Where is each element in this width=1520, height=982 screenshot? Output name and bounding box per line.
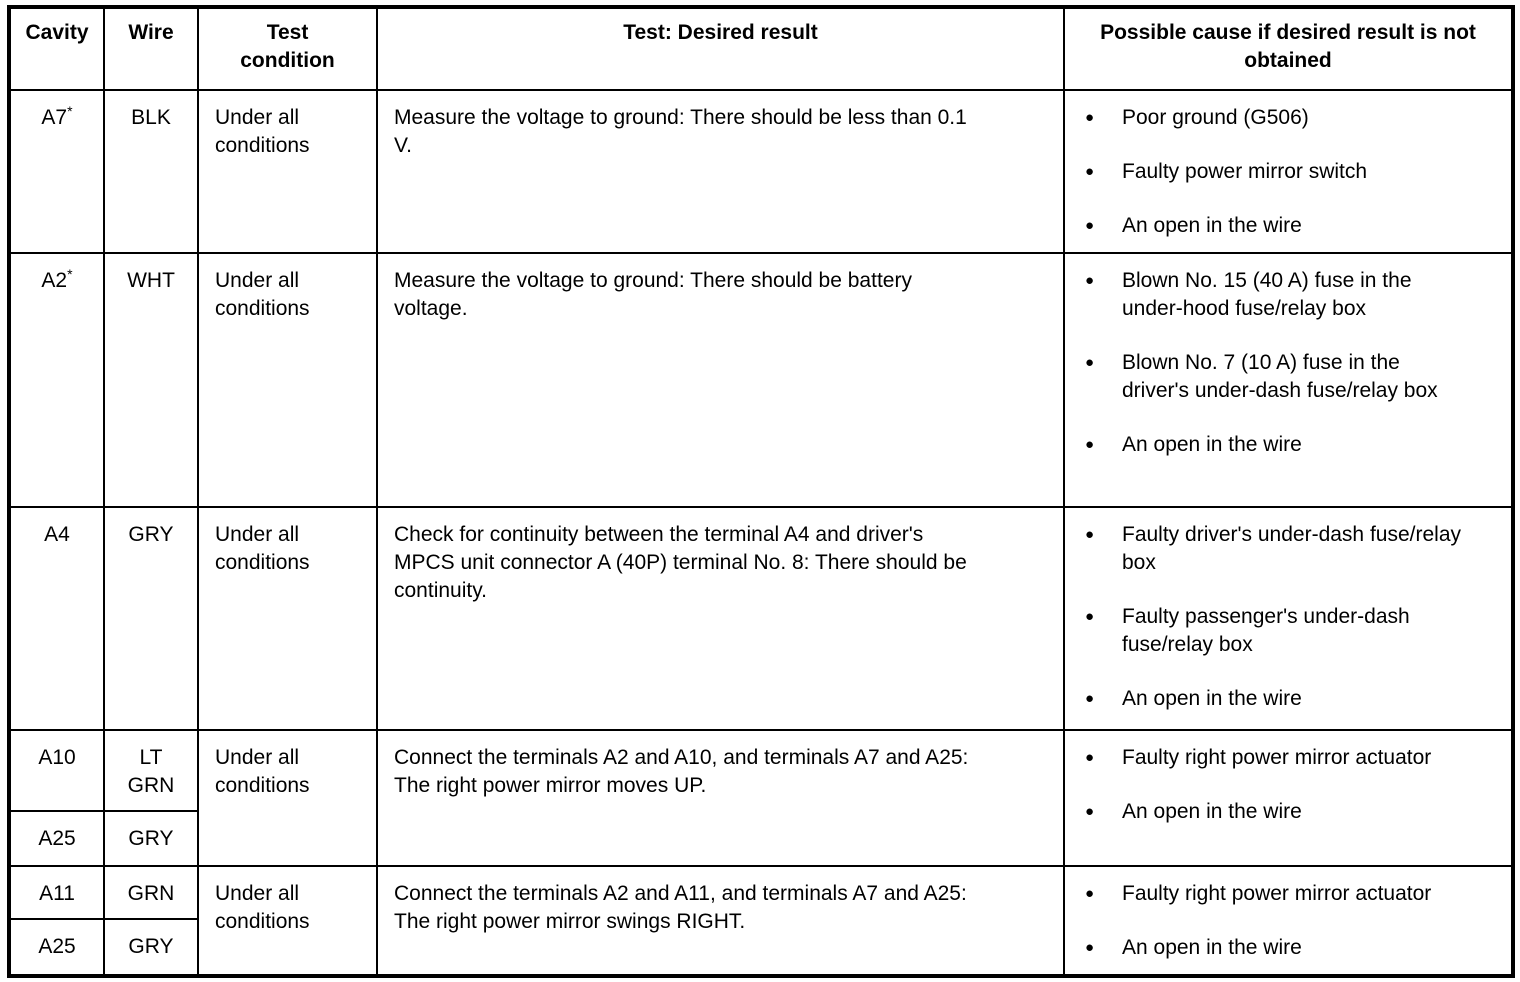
- cause-item: [1085, 212, 1501, 240]
- desired-result-cell: [377, 730, 1064, 866]
- cavity-value: A2: [41, 269, 68, 292]
- cavity-cell-a2: [9, 253, 104, 507]
- bullet-icon: ●: [1085, 436, 1095, 453]
- cause-item: [1085, 744, 1501, 772]
- wire-cell: [104, 866, 198, 919]
- cavity-value: A11: [39, 882, 75, 905]
- header-possible-cause: [1064, 7, 1513, 90]
- cavity-cell-a7: [9, 90, 104, 253]
- header-test-condition: [198, 7, 377, 90]
- bullet-icon: ●: [1085, 272, 1095, 289]
- wire-cell: [104, 811, 198, 866]
- wire-value: BLK: [131, 106, 171, 129]
- wire-value: GRY: [128, 523, 174, 546]
- possible-cause-cell: [1064, 730, 1513, 866]
- desired-result-value: Measure the voltage to ground: There should be battery voltage.: [394, 269, 912, 320]
- desired-result-cell: [377, 90, 1064, 253]
- bullet-icon: ●: [1085, 885, 1095, 902]
- cavity-value: A25: [38, 935, 76, 958]
- cause-item: [1085, 934, 1501, 962]
- header-cavity-label: Cavity: [25, 21, 89, 44]
- wiring-test-table: [7, 5, 1515, 978]
- cavity-cell-a25: [9, 811, 104, 866]
- cause-item: [1085, 104, 1501, 132]
- table-row: [9, 253, 1513, 507]
- cause-text: An open in the wire: [1122, 687, 1302, 710]
- desired-result-value: Check for continuity between the terminal A4 and driver's MPCS unit connector A (40P) terminal No. 8: There should be continuity.: [394, 523, 967, 602]
- wire-value: GRY: [128, 827, 174, 850]
- cause-item: [1085, 685, 1501, 713]
- test-condition-value: Under all conditions: [215, 523, 310, 574]
- test-condition-cell: [198, 730, 377, 866]
- cause-text: Faulty right power mirror actuator: [1122, 882, 1432, 905]
- wire-value: GRN: [127, 882, 175, 905]
- cause-item: [1085, 158, 1501, 186]
- header-wire-label: Wire: [128, 21, 174, 44]
- cause-text: Faulty right power mirror actuator: [1122, 746, 1432, 769]
- bullet-icon: ●: [1085, 803, 1095, 820]
- cavity-value: A10: [38, 746, 76, 769]
- cause-text: Poor ground (G506): [1122, 106, 1309, 129]
- cause-text: Faulty power mirror switch: [1122, 160, 1368, 183]
- wire-value: LT GRN: [127, 746, 175, 797]
- header-possible-cause-label: Possible cause if desired result is not obtained: [1100, 21, 1476, 72]
- table-row: [9, 730, 1513, 811]
- header-test-condition-label: Test condition: [240, 21, 335, 72]
- cavity-cell-a10: [9, 730, 104, 811]
- cause-item: [1085, 349, 1501, 405]
- bullet-icon: ●: [1085, 163, 1095, 180]
- wire-cell: [104, 90, 198, 253]
- possible-cause-cell: [1064, 507, 1513, 730]
- desired-result-value: Measure the voltage to ground: There should be less than 0.1 V.: [394, 106, 967, 157]
- bullet-icon: ●: [1085, 749, 1095, 766]
- header-desired-result-label: Test: Desired result: [623, 21, 818, 44]
- header-row: [9, 7, 1513, 90]
- cause-text: An open in the wire: [1122, 936, 1302, 959]
- cavity-cell-a25: [9, 919, 104, 976]
- wire-cell: [104, 730, 198, 811]
- cavity-value: A7: [41, 106, 68, 129]
- cause-item: [1085, 521, 1501, 577]
- header-wire: [104, 7, 198, 90]
- wire-value: WHT: [127, 269, 175, 292]
- header-cavity: [9, 7, 104, 90]
- cause-text: An open in the wire: [1122, 214, 1302, 237]
- header-desired-result: [377, 7, 1064, 90]
- test-condition-cell: [198, 507, 377, 730]
- desired-result-value: Connect the terminals A2 and A10, and terminals A7 and A25: The right power mirror moves UP.: [394, 746, 969, 797]
- desired-result-cell: [377, 866, 1064, 976]
- possible-cause-cell: [1064, 253, 1513, 507]
- test-condition-value: Under all conditions: [215, 106, 310, 157]
- possible-cause-cell: [1064, 866, 1513, 976]
- desired-result-cell: [377, 253, 1064, 507]
- wire-cell: [104, 253, 198, 507]
- cause-item: [1085, 603, 1501, 659]
- bullet-icon: ●: [1085, 217, 1095, 234]
- cavity-value: A25: [38, 827, 76, 850]
- wire-cell: [104, 507, 198, 730]
- desired-result-value: Connect the terminals A2 and A11, and terminals A7 and A25: The right power mirror swings RIGHT.: [394, 882, 967, 933]
- cause-text: An open in the wire: [1122, 433, 1302, 456]
- cause-item: [1085, 267, 1501, 323]
- cause-text: Blown No. 15 (40 A) fuse in the under-hood fuse/relay box: [1122, 269, 1412, 320]
- wire-cell: [104, 919, 198, 976]
- cavity-cell-a11: [9, 866, 104, 919]
- cause-text: Faulty driver's under-dash fuse/relay box: [1122, 523, 1461, 574]
- test-condition-value: Under all conditions: [215, 882, 310, 933]
- table-row: [9, 507, 1513, 730]
- cause-item: [1085, 798, 1501, 826]
- bullet-icon: ●: [1085, 939, 1095, 956]
- cause-text: Blown No. 7 (10 A) fuse in the driver's under-dash fuse/relay box: [1122, 351, 1438, 402]
- table-row: [9, 866, 1513, 919]
- bullet-icon: ●: [1085, 526, 1095, 543]
- cause-item: [1085, 431, 1501, 459]
- bullet-icon: ●: [1085, 109, 1095, 126]
- cause-text: An open in the wire: [1122, 800, 1302, 823]
- desired-result-cell: [377, 507, 1064, 730]
- asterisk-marker: *: [67, 266, 73, 282]
- possible-cause-cell: [1064, 90, 1513, 253]
- cavity-cell-a4: [9, 507, 104, 730]
- cause-item: [1085, 880, 1501, 908]
- test-condition-cell: [198, 253, 377, 507]
- bullet-icon: ●: [1085, 608, 1095, 625]
- cause-text: Faulty passenger's under-dash fuse/relay box: [1122, 605, 1410, 656]
- test-condition-value: Under all conditions: [215, 269, 310, 320]
- bullet-icon: ●: [1085, 690, 1095, 707]
- test-condition-cell: [198, 866, 377, 976]
- bullet-icon: ●: [1085, 354, 1095, 371]
- wire-value: GRY: [128, 935, 174, 958]
- test-condition-value: Under all conditions: [215, 746, 310, 797]
- asterisk-marker: *: [67, 103, 73, 119]
- test-condition-cell: [198, 90, 377, 253]
- table-row: [9, 90, 1513, 253]
- cavity-value: A4: [44, 523, 70, 546]
